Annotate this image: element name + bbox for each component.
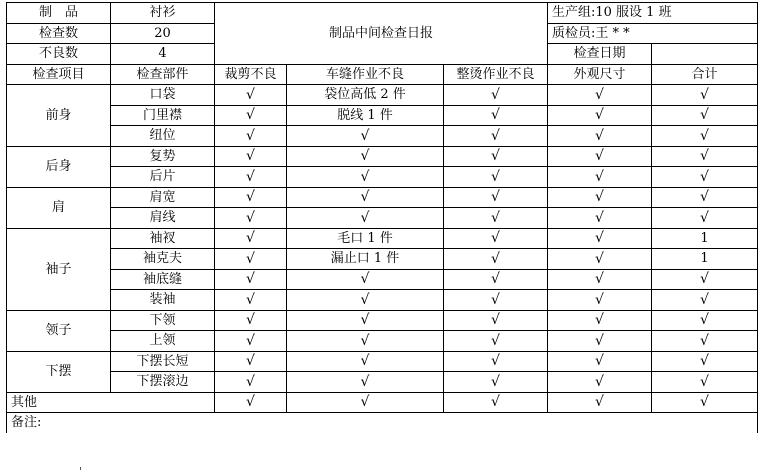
check-mark: √ [215,351,287,372]
check-mark: √ [652,372,758,393]
inspection-part: 袖衩 [111,228,215,249]
defect-count-value: 4 [111,44,215,65]
check-mark: √ [548,372,652,393]
result-cell: 脱线 1 件 [287,105,444,126]
inspection-date-label: 检查日期 [548,44,652,65]
result-cell: 袋位高低 2 件 [287,85,444,106]
result-cell: 1 [652,228,758,249]
table-row [7,310,758,331]
table-row [7,85,758,106]
check-mark: √ [444,372,548,393]
check-mark: √ [287,146,444,167]
check-mark: √ [444,228,548,249]
column-header: 检查项目 [7,64,111,85]
inspection-part: 肩宽 [111,187,215,208]
check-mark: √ [548,187,652,208]
table-row [7,105,758,126]
check-mark: √ [548,208,652,229]
column-header: 整烫作业不良 [444,64,548,85]
result-cell: 漏止口 1 件 [287,249,444,270]
check-mark: √ [444,187,548,208]
check-mark: √ [444,208,548,229]
check-mark: √ [444,146,548,167]
check-mark: √ [215,126,287,147]
check-mark: √ [652,187,758,208]
table-row [7,290,758,311]
result-cell: 1 [652,249,758,270]
check-mark: √ [287,167,444,188]
check-mark: √ [215,392,287,413]
check-mark: √ [444,126,548,147]
inspection-part: 袖底缝 [111,269,215,290]
check-mark: √ [652,167,758,188]
table-row [7,249,758,270]
check-mark: √ [215,85,287,106]
inspection-part: 复势 [111,146,215,167]
check-mark: √ [444,392,548,413]
other-row [7,392,758,413]
remarks-row [7,413,758,433]
check-mark: √ [548,290,652,311]
inspection-part: 肩线 [111,208,215,229]
inspection-part: 下摆滚边 [111,372,215,393]
check-mark: √ [548,351,652,372]
report-title: 制品中间检查日报 [215,3,548,65]
check-mark: √ [652,105,758,126]
check-mark: √ [215,105,287,126]
inspection-part: 上领 [111,331,215,352]
inspection-item: 肩 [7,187,111,228]
check-mark: √ [652,351,758,372]
check-mark: √ [652,85,758,106]
check-mark: √ [215,146,287,167]
inspection-part: 纽位 [111,126,215,147]
remarks-label: 备注: [7,413,758,433]
check-mark: √ [287,372,444,393]
column-header: 合计 [652,64,758,85]
inspection-item: 前身 [7,85,111,147]
inspection-part: 下领 [111,310,215,331]
check-mark: √ [652,310,758,331]
check-mark: √ [444,167,548,188]
inspection-part: 口袋 [111,85,215,106]
check-mark: √ [215,269,287,290]
table-row [7,269,758,290]
check-mark: √ [548,105,652,126]
check-mark: √ [215,331,287,352]
check-mark: √ [287,187,444,208]
table-row [7,167,758,188]
check-mark: √ [548,310,652,331]
other-label: 其他 [7,392,215,413]
check-mark: √ [548,269,652,290]
check-mark: √ [215,228,287,249]
check-mark: √ [287,351,444,372]
table-row [7,126,758,147]
check-mark: √ [287,290,444,311]
table-row [7,208,758,229]
inspection-part: 装袖 [111,290,215,311]
check-mark: √ [215,208,287,229]
check-mark: √ [287,269,444,290]
table-row [7,228,758,249]
table-row [7,372,758,393]
table-row [7,351,758,372]
check-mark: √ [287,331,444,352]
inspector: 质检员:王 * * [548,23,758,44]
inspection-part: 门里襟 [111,105,215,126]
check-mark: √ [652,392,758,413]
check-mark: √ [548,146,652,167]
inspection-part: 袖克夫 [111,249,215,270]
check-mark: √ [548,167,652,188]
check-mark: √ [444,351,548,372]
check-mark: √ [287,208,444,229]
check-mark: √ [652,331,758,352]
production-group: 生产组:10 服设 1 班 [548,3,758,24]
check-mark: √ [548,331,652,352]
check-mark: √ [548,85,652,106]
check-mark: √ [652,290,758,311]
check-mark: √ [215,249,287,270]
inspect-count-value: 20 [111,23,215,44]
check-mark: √ [215,187,287,208]
check-mark: √ [652,269,758,290]
product-value: 衬衫 [111,3,215,24]
product-label: 制 品 [7,3,111,24]
check-mark: √ [444,105,548,126]
check-mark: √ [215,290,287,311]
check-mark: √ [215,167,287,188]
column-header: 外观尺寸 [548,64,652,85]
inspection-item: 领子 [7,310,111,351]
check-mark: √ [287,310,444,331]
column-header: 检查部件 [111,64,215,85]
inspection-date-value [652,44,758,65]
table-row [7,146,758,167]
check-mark: √ [652,208,758,229]
check-mark: √ [444,85,548,106]
check-mark: √ [215,310,287,331]
check-mark: √ [548,249,652,270]
inspection-part: 下摆长短 [111,351,215,372]
check-mark: √ [287,392,444,413]
check-mark: √ [652,146,758,167]
column-header: 裁剪不良 [215,64,287,85]
check-mark: √ [444,331,548,352]
inspection-item: 下摆 [7,351,111,392]
check-mark: √ [548,126,652,147]
inspection-item: 袖子 [7,228,111,310]
check-mark: √ [444,249,548,270]
check-mark: √ [215,372,287,393]
column-header-row [7,64,758,85]
inspection-part: 后片 [111,167,215,188]
check-mark: √ [444,269,548,290]
column-header: 车缝作业不良 [287,64,444,85]
defect-count-label: 不良数 [7,44,111,65]
inspect-count-label: 检查数 [7,23,111,44]
header-row-product [7,3,758,24]
check-mark: √ [444,290,548,311]
table-row [7,187,758,208]
result-cell: 毛口 1 件 [287,228,444,249]
check-mark: √ [444,310,548,331]
inspection-report-table [6,2,758,433]
check-mark: √ [652,126,758,147]
check-mark: √ [548,392,652,413]
check-mark: √ [548,228,652,249]
check-mark: √ [287,126,444,147]
inspection-item: 后身 [7,146,111,187]
table-row [7,331,758,352]
